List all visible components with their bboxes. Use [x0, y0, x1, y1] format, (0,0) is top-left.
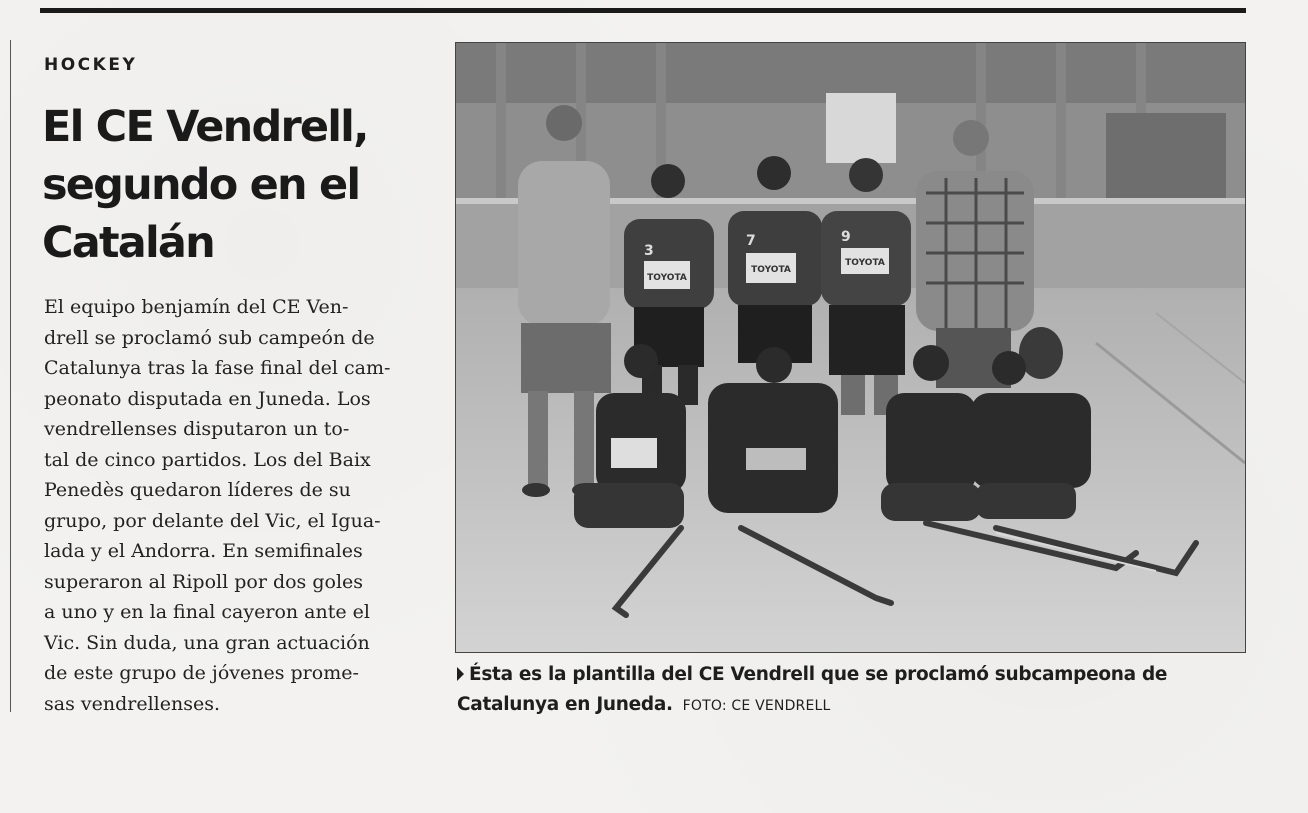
team-photo-illustration [456, 43, 1245, 652]
caption-text-line2: Catalunya en Juneda. [457, 694, 673, 715]
headline-line: Catalán [42, 218, 214, 268]
sponsor-label: TOYOTA [751, 265, 791, 275]
section-label: HOCKEY [44, 55, 138, 75]
body-line: grupo, por delante del Vic, el Igua- [44, 509, 381, 532]
body-line: El equipo benjamín del CE Ven- [44, 296, 349, 318]
column-rule [10, 40, 11, 712]
headline-line: segundo en el [42, 160, 360, 210]
jersey-number: 9 [841, 229, 851, 245]
body-line: Vic. Sin duda, una gran actuación [44, 631, 370, 654]
caption-bullet-icon [457, 667, 464, 681]
jersey-number: 3 [644, 243, 654, 259]
photo-caption [457, 660, 1237, 721]
photo-credit: FOTO: CE VENDRELL [682, 698, 831, 714]
body-line: tal de cinco partidos. Los del Baix [44, 448, 371, 471]
body-line: sas vendrellenses. [44, 692, 220, 715]
body-line: peonato disputada en Juneda. Los [44, 387, 371, 410]
headline-line: El CE Vendrell, [42, 102, 368, 152]
body-line: Catalunya tras la fase final del cam- [44, 357, 391, 379]
body-line: lada y el Andorra. En semifinales [44, 540, 363, 562]
article-body [44, 292, 424, 719]
body-line: a uno y en la final cayeron ante el [44, 601, 370, 623]
top-rule [40, 8, 1246, 13]
team-photo [455, 42, 1246, 653]
body-line: superaron al Ripoll por dos goles [44, 570, 364, 593]
body-line: Penedès quedaron líderes de su [44, 479, 351, 501]
sponsor-label: TOYOTA [647, 273, 687, 283]
caption-text-line1: Ésta es la plantilla del CE Vendrell que se proclamó subcampeona de [469, 664, 1168, 685]
headline [42, 98, 442, 272]
body-line: vendrellenses disputaron un to- [44, 418, 350, 440]
jersey-number: 7 [746, 233, 756, 249]
sponsor-label: TOYOTA [845, 258, 885, 268]
body-line: drell se proclamó sub campeón de [44, 326, 375, 349]
body-line: de este grupo de jóvenes prome- [44, 662, 359, 684]
